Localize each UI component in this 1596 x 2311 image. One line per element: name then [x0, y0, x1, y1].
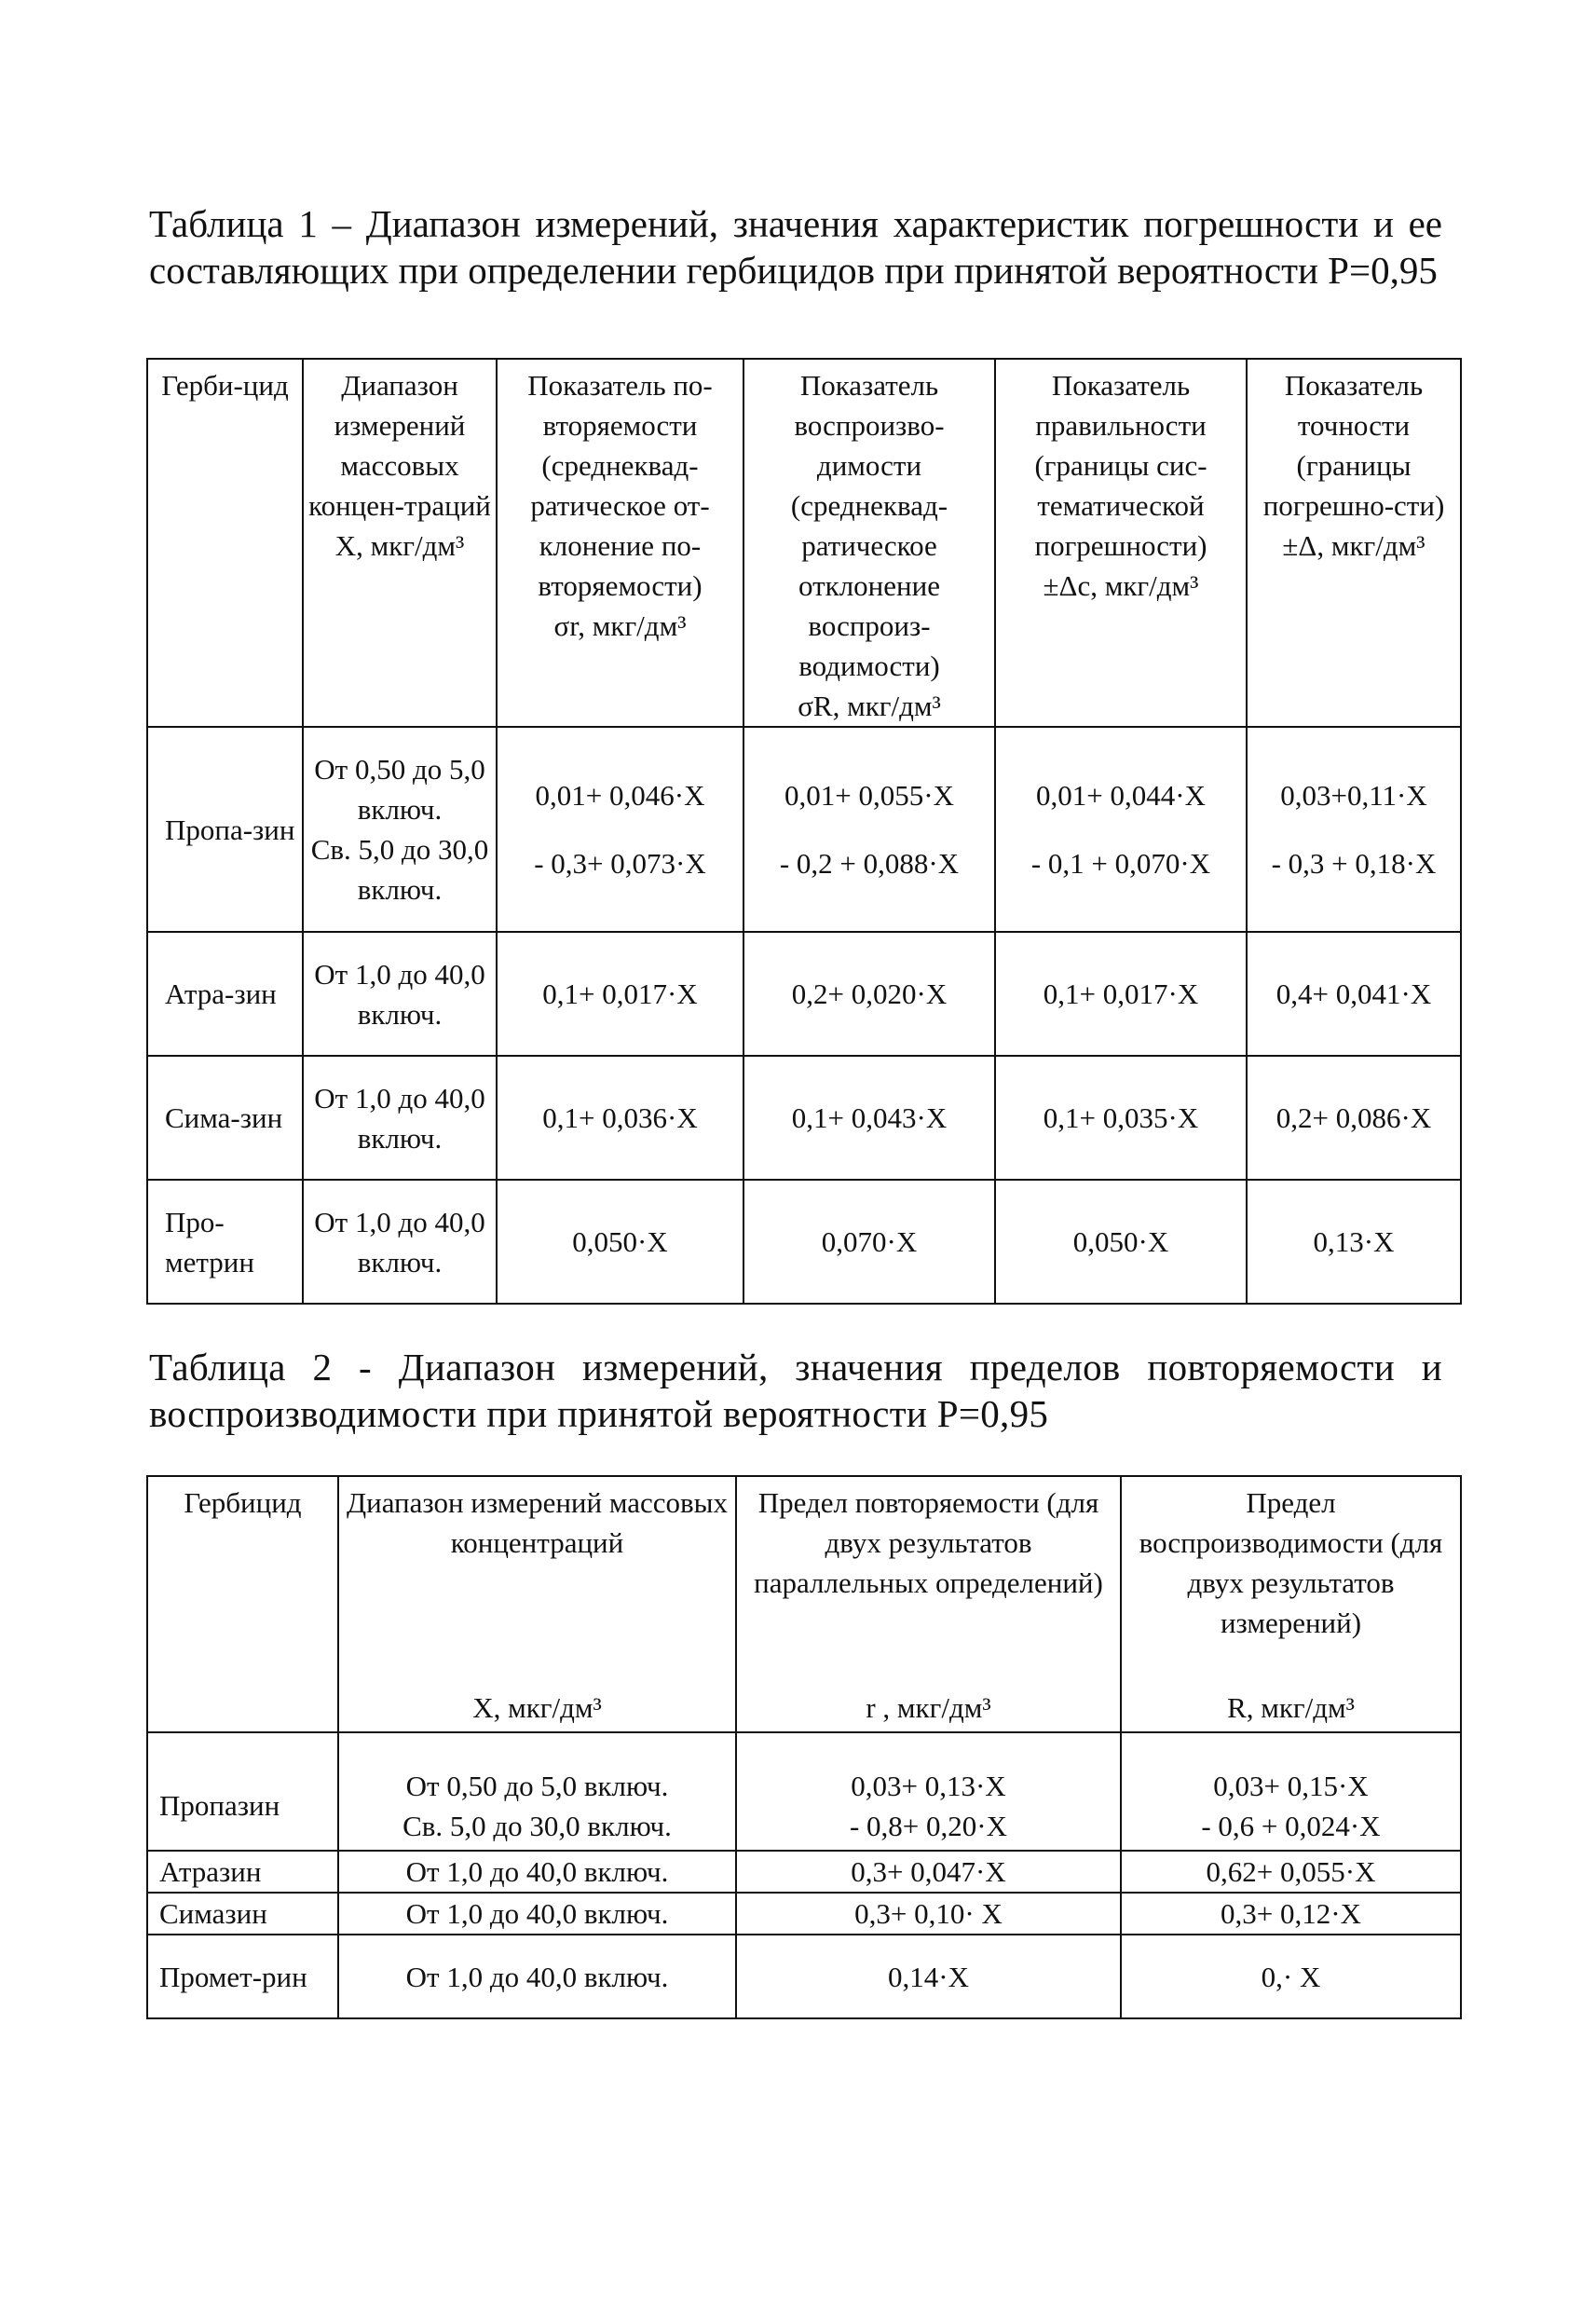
table2-header-row [147, 1476, 1461, 1732]
header-repeatability-limit [736, 1476, 1121, 1732]
header-reproducibility-limit-label: Предел воспроизводимости (для двух результатов измерений) [1139, 1486, 1443, 1639]
header-repeatability-label: Показатель по-вторяемости (среднеквад-ратическое от-клонение по-вторяемости) [527, 369, 713, 602]
header-herbicide [147, 1476, 338, 1732]
range-line: Св. 5,0 до 30,0 включ. [402, 1809, 672, 1842]
table-row [147, 1893, 1461, 1935]
range-line: От 0,50 до 5,0 включ. [314, 753, 485, 826]
formula-line: - 0,6 + 0,024·X [1201, 1809, 1381, 1842]
range-line: Св. 5,0 до 30,0 включ. [310, 833, 489, 906]
range-cell: От 1,0 до 40,0 включ. [338, 1935, 736, 2018]
header-repeatability-limit-unit: r , мкг/дм³ [866, 1691, 991, 1724]
formula-line: - 0,1 + 0,070·X [1030, 847, 1211, 880]
reproducibility-limit-cell: 0,62+ 0,055·X [1121, 1851, 1461, 1893]
header-reproducibility [743, 359, 995, 727]
accuracy-cell: 0,4+ 0,041·X [1247, 932, 1461, 1056]
accuracy-cell: 0,13·X [1247, 1180, 1461, 1304]
header-correctness [995, 359, 1247, 727]
header-herbicide-label: Гербицид [184, 1486, 302, 1519]
formula-line: - 0,2 + 0,088·X [779, 847, 960, 880]
herbicide-name: Пропа-зин [147, 727, 303, 932]
herbicide-name: Атра-зин [147, 932, 303, 1056]
formula-line: 0,03+0,11·X [1280, 779, 1427, 812]
formula-line: 0,01+ 0,044·X [1036, 779, 1206, 812]
header-herbicide [147, 359, 303, 727]
correctness-cell: 0,1+ 0,017·X [995, 932, 1247, 1056]
formula-line: - 0,8+ 0,20·X [849, 1809, 1008, 1842]
herbicide-name: Сима-зин [147, 1056, 303, 1180]
header-accuracy [1247, 359, 1461, 727]
range-cell [303, 727, 497, 932]
header-correctness-unit: ±Δс, мкг/дм³ [1043, 569, 1199, 602]
repeatability-limit-cell: 0,14·X [736, 1935, 1121, 2018]
range-cell: От 1,0 до 40,0 включ. [303, 1180, 497, 1304]
herbicide-name: Пропазин [147, 1761, 338, 1851]
header-range [303, 359, 497, 727]
header-repeatability-unit: σr, мкг/дм³ [553, 609, 687, 642]
herbicide-name: Про-метрин [147, 1180, 303, 1304]
reproducibility-cell: 0,2+ 0,020·X [743, 932, 995, 1056]
accuracy-cell: 0,2+ 0,086·X [1247, 1056, 1461, 1180]
table1-caption: Таблица 1 – Диапазон измерений, значения характеристик погрешности и ее составляющих при определении гербицидов при принятой вероятности Р=0,95 [149, 202, 1442, 292]
reproducibility-cell [743, 727, 995, 932]
table-row [147, 1180, 1461, 1304]
herbicide-name: Симазин [147, 1893, 338, 1935]
reproducibility-cell: 0,1+ 0,043·X [743, 1056, 995, 1180]
header-correctness-label: Показатель правильности (границы сис-тематической погрешности) [1034, 369, 1207, 562]
repeatability-cell: 0,1+ 0,017·X [497, 932, 743, 1056]
header-accuracy-label: Показатель точности (границы погрешно-сти) [1262, 369, 1445, 522]
header-repeatability [497, 359, 743, 727]
range-cell: От 1,0 до 40,0 включ. [338, 1893, 736, 1935]
header-accuracy-unit: ±Δ, мкг/дм³ [1282, 529, 1425, 562]
repeatability-limit-cell [736, 1761, 1121, 1851]
correctness-cell [995, 727, 1247, 932]
table-row [147, 1935, 1461, 2018]
header-range-label: Диапазон измерений массовых концентраций [346, 1486, 729, 1559]
reproducibility-limit-cell: 0,3+ 0,12·X [1121, 1893, 1461, 1935]
formula-line: 0,03+ 0,15·X [1213, 1769, 1369, 1802]
reproducibility-limit-cell: 0,· X [1121, 1935, 1461, 2018]
header-reproducibility-limit-unit: R, мкг/дм³ [1227, 1691, 1355, 1724]
range-line: От 0,50 до 5,0 включ. [405, 1769, 669, 1802]
table-row [147, 1761, 1461, 1851]
range-cell: От 1,0 до 40,0 включ. [303, 932, 497, 1056]
correctness-cell: 0,050·X [995, 1180, 1247, 1304]
accuracy-cell [1247, 727, 1461, 932]
formula-line: 0,01+ 0,055·X [784, 779, 954, 812]
header-range-label: Диапазон измерений массовых концен-траций [308, 369, 491, 522]
formula-line: - 0,3 + 0,18·X [1271, 847, 1437, 880]
header-herbicide-label: Герби-цид [161, 369, 289, 402]
table-row [147, 932, 1461, 1056]
herbicide-error-table [146, 358, 1462, 1305]
range-cell [338, 1761, 736, 1851]
herbicide-name: Атразин [147, 1851, 338, 1893]
range-cell: От 1,0 до 40,0 включ. [338, 1851, 736, 1893]
correctness-cell: 0,1+ 0,035·X [995, 1056, 1247, 1180]
table-row [147, 1851, 1461, 1893]
herbicide-limits-table [146, 1475, 1462, 2019]
herbicide-name: Промет-рин [147, 1935, 338, 2018]
header-range [338, 1476, 736, 1732]
spacer-row [147, 1732, 1461, 1761]
header-reproducibility-limit [1121, 1476, 1461, 1732]
table1-header-row [147, 359, 1461, 727]
table-row [147, 1056, 1461, 1180]
table-row [147, 727, 1461, 932]
formula-line: 0,03+ 0,13·X [851, 1769, 1006, 1802]
repeatability-cell: 0,050·X [497, 1180, 743, 1304]
range-cell: От 1,0 до 40,0 включ. [303, 1056, 497, 1180]
repeatability-limit-cell: 0,3+ 0,047·X [736, 1851, 1121, 1893]
formula-line: - 0,3+ 0,073·X [534, 847, 706, 880]
header-reproducibility-unit: σR, мкг/дм³ [798, 690, 941, 722]
header-range-unit: X, мкг/дм³ [472, 1691, 602, 1724]
formula-line: 0,01+ 0,046·X [535, 779, 705, 812]
header-range-unit: X, мкг/дм³ [334, 529, 465, 562]
header-repeatability-limit-label: Предел повторяемости (для двух результатов параллельных определений) [754, 1486, 1103, 1599]
header-reproducibility-label: Показатель воспроизво-димости (среднеквад-ратическое отклонение воспроиз-водимости) [790, 369, 948, 682]
reproducibility-limit-cell [1121, 1761, 1461, 1851]
repeatability-cell [497, 727, 743, 932]
repeatability-cell: 0,1+ 0,036·X [497, 1056, 743, 1180]
reproducibility-cell: 0,070·X [743, 1180, 995, 1304]
table2-caption: Таблица 2 - Диапазон измерений, значения пределов повторяемости и воспроизводимости при принятой вероятности Р=0,95 [149, 1346, 1442, 1435]
repeatability-limit-cell: 0,3+ 0,10· X [736, 1893, 1121, 1935]
